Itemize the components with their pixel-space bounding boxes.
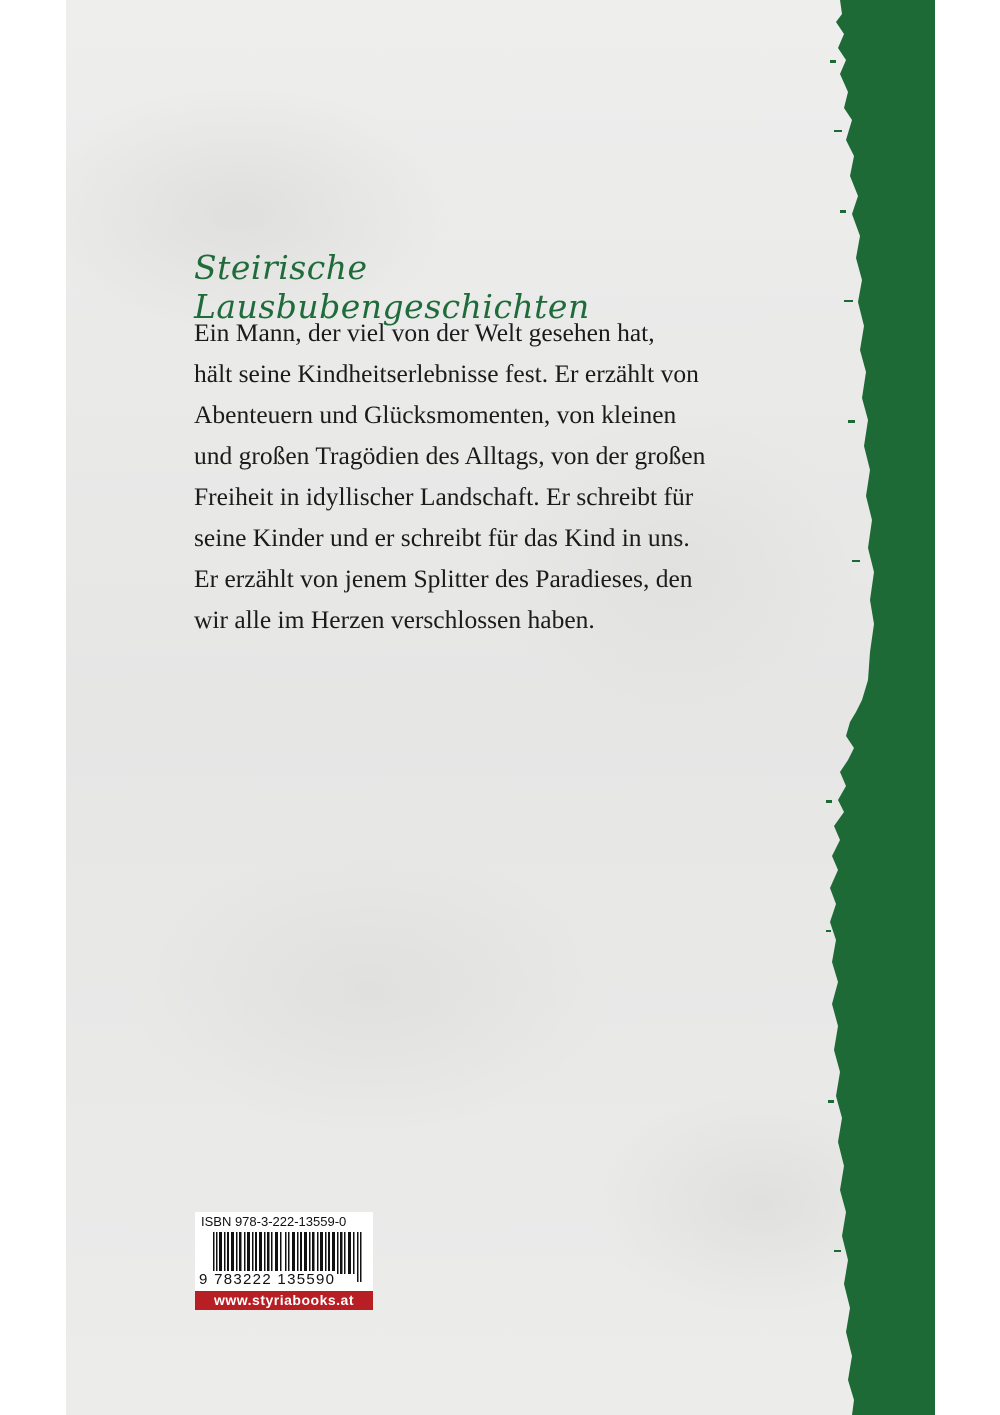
blurb-line: und großen Tragödien des Alltags, von der großen: [194, 441, 706, 470]
blurb-line: wir alle im Herzen verschlossen haben.: [194, 605, 595, 634]
back-cover: [66, 0, 935, 1415]
blurb-line: Freiheit in idyllischer Landschaft. Er schreibt für: [194, 482, 694, 511]
isbn-barcode-block: [195, 1212, 373, 1310]
blurb-line: Ein Mann, der viel von der Welt gesehen hat,: [194, 318, 655, 347]
blurb-line: hält seine Kindheitserlebnisse fest. Er erzählt von: [194, 359, 699, 388]
blurb-line: Er erzählt von jenem Splitter des Paradieses, den: [194, 564, 693, 593]
book-blurb: [194, 312, 794, 640]
green-brush-spine: [826, 0, 935, 1415]
blurb-line: seine Kinder und er schreibt für das Kind in uns.: [194, 523, 690, 552]
book-title: Steirische Lausbubengeschichten: [194, 248, 590, 326]
isbn-label: ISBN 978-3-222-13559-0: [201, 1214, 347, 1229]
blurb-line: Abenteuern und Glücksmomenten, von kleinen: [194, 400, 677, 429]
barcode-digits: 9 783222 135590: [199, 1271, 336, 1288]
publisher-website: www.styriabooks.at: [195, 1291, 373, 1310]
